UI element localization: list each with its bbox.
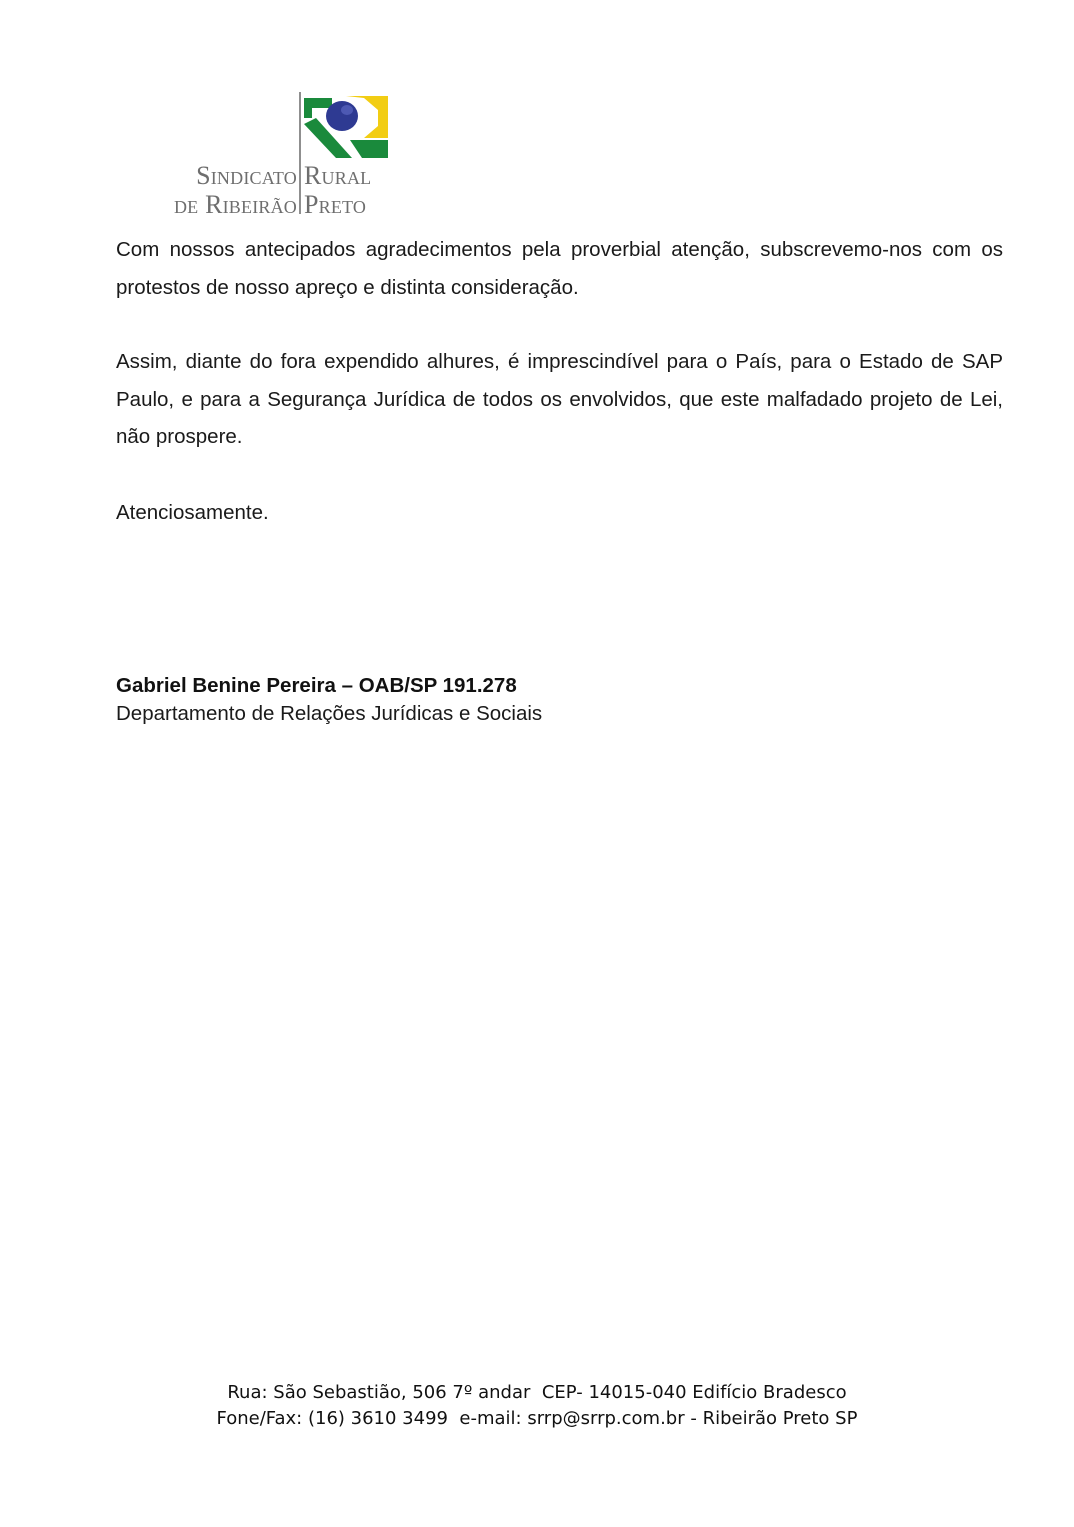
logo-text-rural: Rural [304, 161, 372, 190]
logo-text-sindicato: Sindicato [196, 161, 297, 190]
logo-text-preto: Preto [304, 190, 367, 219]
footer-address-block [0, 1380, 1074, 1432]
closing-paragraph: Com nossos antecipados agradecimentos pela proverbial atenção, subscrevemo-nos com os protestos de nosso apreço e distinta consideração. [116, 238, 1003, 299]
logo-divider [299, 92, 301, 214]
signatory-name: Gabriel Benine Pereira – OAB/SP 191.278 [116, 674, 517, 697]
signatory-department: Departamento de Relações Jurídicas e Sociais [116, 702, 543, 725]
logo-text-de-ribeirao: de Ribeirão [173, 190, 297, 219]
letterhead-logo [150, 90, 395, 220]
salutation: Atenciosamente. [116, 501, 269, 524]
conclusion-paragraph: Assim, diante do fora expendido alhures, é imprescindível para o País, para o Estado de SAP Paulo, e para a Segurança Jurídica de todos os envolvidos, que este malfadado projeto de Lei, não prospere. [116, 350, 1003, 448]
footer-contact: Fone/Fax: (16) 3610 3499 e-mail: srrp@srrp.com.br - Ribeirão Preto SP [216, 1408, 858, 1429]
logo-emblem-icon [302, 96, 388, 158]
footer-address: Rua: São Sebastião, 506 7º andar CEP- 14015-040 Edifício Bradesco [227, 1382, 847, 1403]
